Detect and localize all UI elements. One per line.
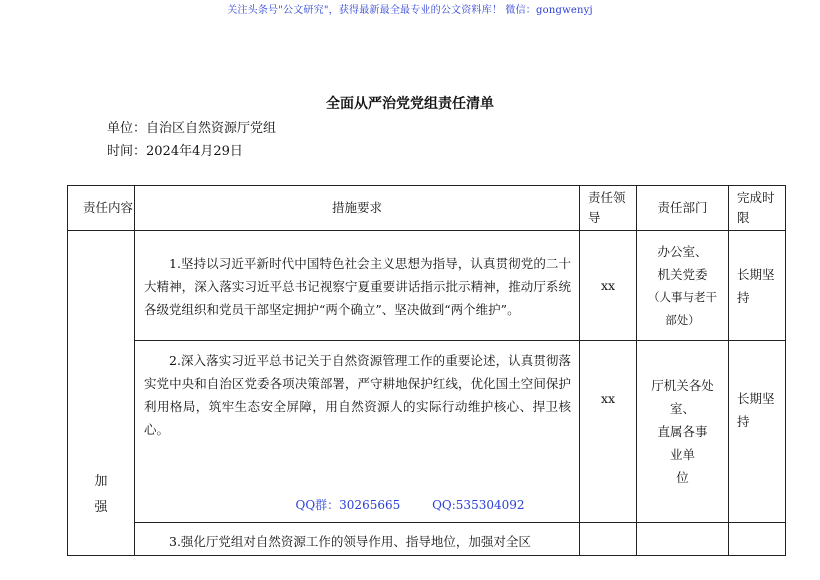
leader-cell: xx bbox=[580, 231, 637, 341]
dept-line: 机关党委 bbox=[657, 266, 708, 282]
dept-line: 办公室、 bbox=[657, 243, 708, 259]
deadline-line: 持 bbox=[737, 414, 750, 429]
dept-cell bbox=[637, 231, 729, 341]
measure-text: 1.坚持以习近平新时代中国特色社会主义思想为指导，认真贯彻党的二十大精神，深入落实习近平总书记视察宁夏重要讲话指示批示精神，推动厅系统各级党组织和党员干部坚定拥护“两个确立”、坚决做到“两个维护”。 bbox=[144, 256, 571, 317]
qq-group: QQ群：30265665 bbox=[295, 498, 401, 512]
measure-cell bbox=[135, 231, 580, 341]
header-leader: 责任领导 bbox=[580, 186, 637, 231]
dept-line: 室、 bbox=[669, 401, 695, 416]
dept-line: 厅机关各处 bbox=[651, 378, 714, 393]
dept-line: （人事与老干 bbox=[648, 289, 717, 304]
unit-line: 单位：自治区自然资源厅党组 bbox=[107, 121, 277, 136]
top-banner: 关注头条号"公文研究"，获得最新最全最专业的公文资料库！ 微信：gongwenyj bbox=[227, 5, 593, 16]
table-row bbox=[68, 231, 786, 341]
deadline-cell bbox=[729, 523, 786, 556]
dept-line: 业单 bbox=[669, 447, 695, 462]
leader-cell bbox=[580, 523, 637, 556]
measure-text: 3.强化厅党组对自然资源工作的领导作用、指导地位，加强对全区 bbox=[169, 533, 531, 549]
header-deadline: 完成时限 bbox=[729, 186, 786, 231]
dept-line: 位 bbox=[676, 470, 689, 485]
leader-cell: xx bbox=[580, 341, 637, 523]
dept-line: 部处） bbox=[665, 312, 700, 327]
header-dept: 责任部门 bbox=[637, 186, 729, 231]
date-line: 时间：2024年4月29日 bbox=[107, 144, 243, 159]
deadline-cell bbox=[729, 231, 786, 341]
deadline-line: 持 bbox=[737, 289, 750, 305]
qq-number: QQ:535304092 bbox=[432, 498, 525, 512]
dept-cell bbox=[637, 523, 729, 556]
document-title: 全面从严治党党组责任清单 bbox=[326, 96, 494, 112]
table-row bbox=[68, 523, 786, 556]
header-content: 责任内容 bbox=[68, 186, 135, 231]
deadline-line: 长期坚 bbox=[737, 391, 775, 406]
measure-text: 2.深入落实习近平总书记关于自然资源管理工作的重要论述，认真贯彻落实党中央和自治区党委各项决策部署，严守耕地保护红线，优化国土空间保护利用格局，筑牢生态安全屏障，用自然资源人的实际行动维护核心、捍卫核心。 bbox=[144, 353, 571, 437]
deadline-line: 长期坚 bbox=[737, 266, 775, 282]
footer-contact bbox=[0, 496, 820, 513]
measure-cell bbox=[135, 523, 580, 556]
table-header-row bbox=[68, 186, 786, 231]
header-measures: 措施要求 bbox=[135, 186, 580, 231]
content-char-1: 加 bbox=[94, 474, 108, 489]
dept-line: 直属各事 bbox=[657, 424, 708, 439]
content-char-2: 强 bbox=[94, 500, 108, 515]
